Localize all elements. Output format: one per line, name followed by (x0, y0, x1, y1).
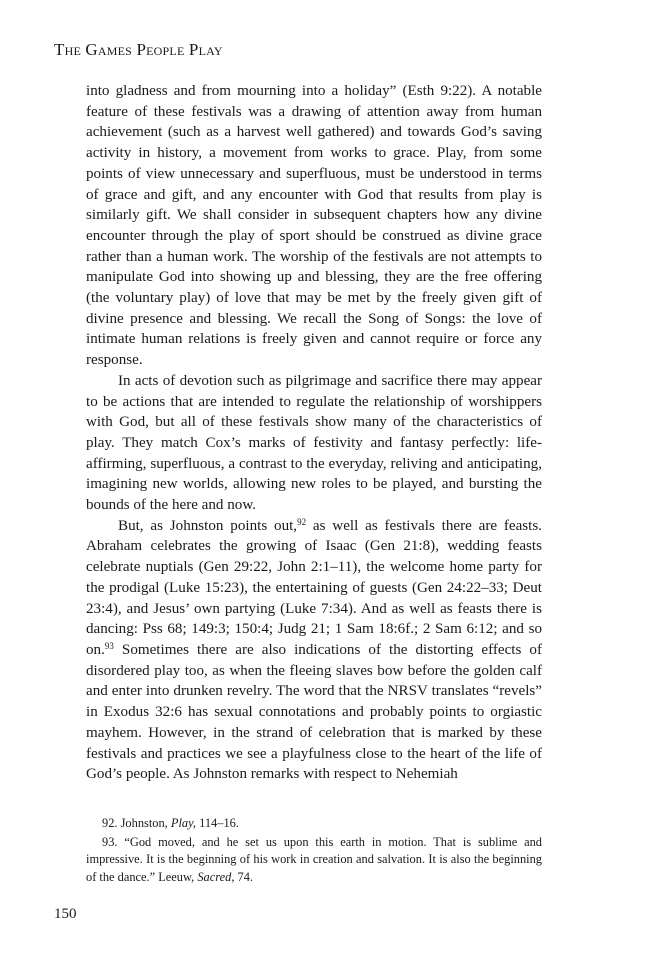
footnote-reference[interactable]: 93 (104, 640, 114, 651)
page-number: 150 (54, 906, 77, 922)
paragraph: into gladness and from mourning into a holiday” (Esth 9:22). A notable feature of these festivals was a drawing of attention away from human achievement (such as a harvest well gathered) and towards God’s saving activity in history, a movement from works to grace. Play, from some points of view unnecessary and superfluous, must be understood in terms of grace and gift, and any encounter with God that results from play is similarly gift. We shall consider in subsequent chapters how any divine encounter through the play of sport should be construed as divine grace rather than a human work. The worship of the festivals are not attempts to manipulate God into showing up and blessing, they are the free offering (the voluntary play) of love that may be met by the freely given gift of divine presence and blessing. We recall the Song of Songs: the love of intimate human relations is freely given and cannot require or force any response. (86, 83, 542, 369)
footnote-title: Sacred (197, 869, 232, 884)
footnote-number: 93. (102, 835, 118, 850)
footnote-reference[interactable]: 92 (297, 516, 307, 527)
footnote-pages: , 74. (231, 869, 253, 884)
footnote-author: Johnston, (120, 816, 168, 830)
footnote-number: 92. (102, 816, 118, 830)
paragraph-text: as well as festivals there are feasts. Abraham celebrates the growing of Isaac (Gen 21:8), wedding feasts celebrate nuptials (Gen 29:22, John 2:1–11), the welcome home party for the prodigal (Luke 15:23), the entertaining of guests (Gen 24:22–33; Deut 23:4), and Jesus’ own partying (Luke 7:34). And as well as feasts there is dancing: Pss 68; 149:3; 150:4; Judg 21; 1 Sam 18:6f.; 2 Sam 6:12; and so on. (86, 517, 543, 658)
footnote-93 (86, 834, 542, 886)
footnote-title: Play, (170, 816, 197, 830)
running-head: The Games People Play (54, 40, 223, 59)
footnote-text: “God moved, and he set us upon this earth in motion. That is sublime and impressive. It is the beginning of his work in creation and salvation. It is also the beginning of the dance.” Leeuw, (86, 835, 542, 884)
body-text (86, 81, 542, 785)
paragraph-text: But, as Johnston points out, (118, 517, 298, 534)
footnote-pages: 114–16. (199, 816, 239, 830)
footnote-92 (86, 815, 542, 832)
paragraph (86, 516, 542, 785)
footnotes (86, 815, 542, 888)
paragraph: In acts of devotion such as pilgrimage and sacrifice there may appear to be actions that are intended to regulate the relationship of worshippers with God, but all of these festivals show many of the characteristics of play. They match Cox’s marks of festivity and fantasy perfectly: life-affirming, superfluous, a contrast to the everyday, reliving and anticipating, imagining new worlds, allowing new roles to be played, and bursting the bounds of the here and now. (86, 372, 542, 514)
paragraph-text: Sometimes there are also indications of the distorting effects of disordered play too, as when the fleeing slaves bow before the golden calf and enter into drunken revelry. The word that the NRSV translates “revels” in Exodus 32:6 has sexual connotations and probably points to orgiastic mayhem. However, in the strand of celebration that is marked by these festivals and practices we see a playfulness close to the heart of the life of God’s people. As Johnston remarks with respect to Nehemiah (86, 641, 542, 783)
